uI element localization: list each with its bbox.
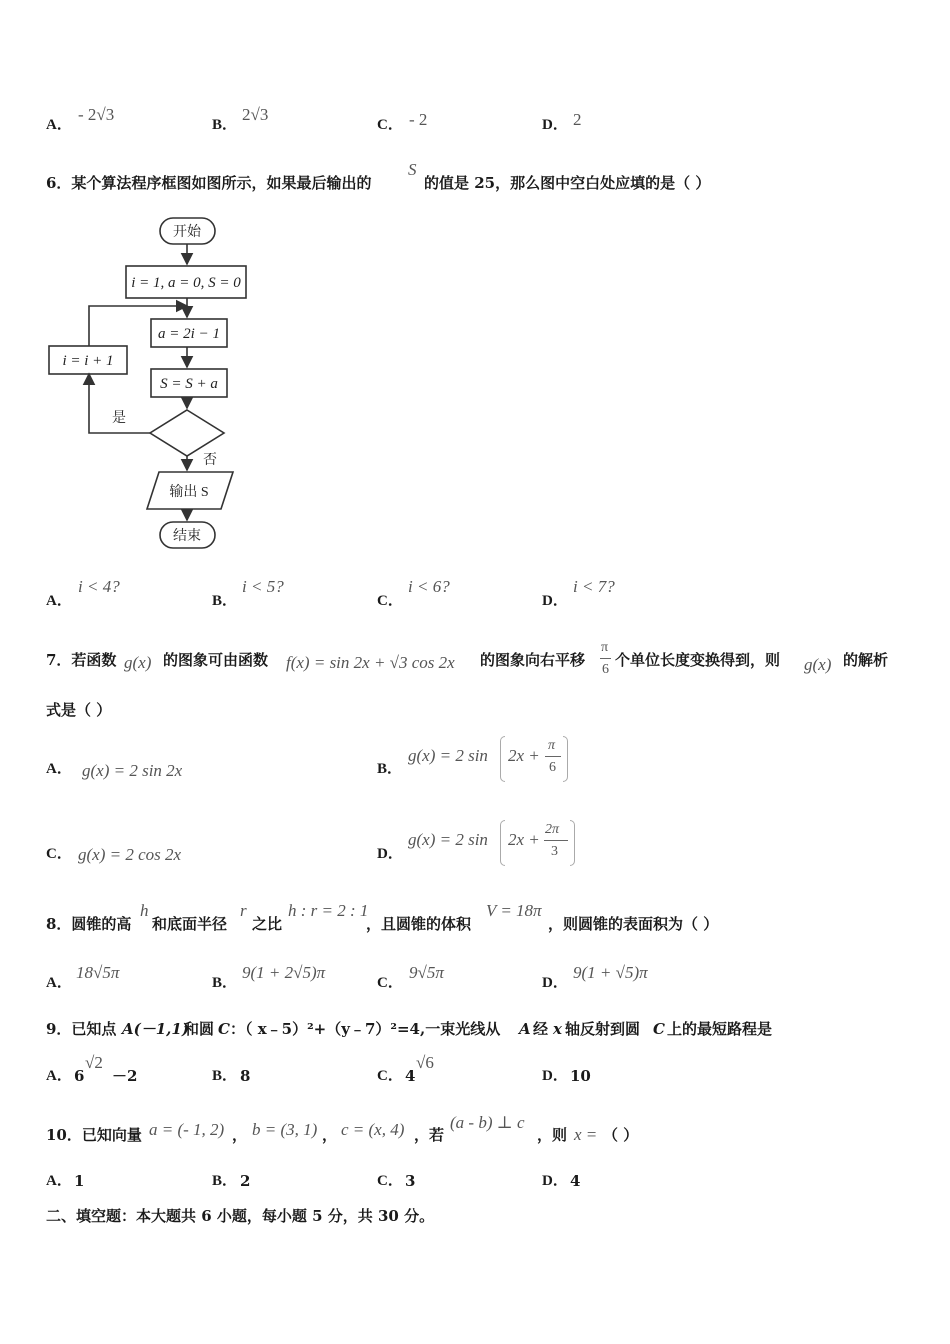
option-c-value: 3 [405,1172,416,1190]
option-d-label: D． [542,1068,568,1084]
option-d-value: 4 [570,1172,581,1190]
option-d-label: D． [542,593,568,609]
question-9-point: A(－1,1) [122,1020,189,1038]
question-6-suffix: 的值是 25，那么图中空白处应填的是（ ） [424,174,711,192]
option-b-left-paren [500,736,505,782]
option-b-value: 2 [240,1172,251,1190]
option-a-value: i < 4? [78,577,120,596]
flow-no-label: 否 [203,453,217,468]
question-8-ratio: h : r = 2 : 1 [288,901,369,920]
option-c-value: 9√5π [409,963,444,982]
question-7-f: f(x) = sin 2x + √3 cos 2x [286,653,455,672]
question-6-var: S [408,160,417,179]
question-8-h: h [140,901,149,920]
question-8-part2: 和底面半径 [152,915,228,933]
question-9-part2: 和圆 [184,1020,215,1038]
question-9-circle: C [218,1020,230,1038]
option-b-label: B． [377,761,403,777]
question-7-line2: 式是（ ） [46,701,112,719]
question-8-r: r [240,901,247,920]
question-7-part5: 的解析 [843,651,889,669]
flow-step-s-text: S = S + a [160,376,218,392]
option-c-label: C． [377,117,403,133]
option-d-value: i < 7? [573,577,615,596]
question-10-x-eq: x = [574,1125,598,1144]
option-b-value: i < 5? [242,577,284,596]
option-d-prefix: g(x) = 2 sin [408,830,488,849]
flow-init-text: i = 1, a = 0, S = 0 [131,275,241,291]
question-10-sep2: ， [322,1126,338,1144]
option-d-value: 2 [573,110,582,129]
option-d-den: 3 [551,844,558,859]
flowchart [40,212,300,557]
option-d-label: D． [377,846,403,862]
question-7-frac-num: π [601,640,609,655]
option-c-label: C． [377,1173,403,1189]
option-b-value: 9(1 + 2√5)π [242,963,326,982]
option-d-value: 10 [570,1067,591,1085]
question-6-prefix: 6．某个算法程序框图如图所示，如果最后输出的 [46,174,372,192]
option-c-value: - 2 [409,110,428,129]
question-10-part3: ，则 [537,1126,568,1144]
question-8-part3: 之比 [252,915,283,933]
option-b-label: B． [212,1173,238,1189]
option-b-value: 2√3 [242,105,269,124]
question-8-volume: V = 18π [486,901,542,920]
flow-start-text: 开始 [173,225,201,240]
option-b-label: B． [212,1068,238,1084]
option-b-den: 6 [549,760,556,775]
option-c-label: C． [377,593,403,609]
option-c-value: g(x) = 2 cos 2x [78,845,182,864]
option-b-frac-bar [545,756,561,757]
question-10-part4: （ ） [603,1126,639,1144]
question-10-vec-b: b = (3, 1) [252,1120,318,1139]
option-a-value: 1 [74,1172,85,1190]
option-d-label: D． [542,117,568,133]
flow-yes-label: 是 [112,411,126,426]
question-9-part5: 轴反射到圆 [565,1020,641,1038]
option-a-sqrt: √2 [85,1053,103,1072]
option-d-num: 2π [545,822,560,837]
flow-output-text: 输出 S [169,485,209,500]
option-a-label: A． [46,593,72,609]
flow-end-text: 结束 [173,529,201,544]
option-a-prefix: 6 [74,1067,85,1085]
question-10-vec-a: a = (- 1, 2) [149,1120,225,1139]
option-a-value: - 2√3 [78,105,115,124]
option-b-prefix: g(x) = 2 sin [408,746,488,765]
option-c-value: i < 6? [408,577,450,596]
option-b-label: B． [212,593,238,609]
question-8-part4: ，且圆锥的体积 [366,915,472,933]
option-a-suffix: －2 [112,1067,138,1085]
option-c-label: C． [377,975,403,991]
option-a-label: A． [46,1173,72,1189]
section-2-heading: 二、填空题：本大题共 6 小题，每小题 5 分，共 30 分。 [46,1207,435,1225]
question-9-c2: C [653,1020,665,1038]
option-c-label: C． [46,846,72,862]
option-a-label: A． [46,975,72,991]
question-7-part4: 个单位长度变换得到，则 [615,651,781,669]
option-c-label: C． [377,1068,403,1084]
option-a-label: A． [46,117,72,133]
option-b-num: π [548,738,556,753]
option-a-label: A． [46,1068,72,1084]
question-10-part2: ，若 [414,1126,445,1144]
question-9-part1: 9．已知点 [46,1020,117,1038]
flow-step-a-text: a = 2i − 1 [158,326,220,342]
question-9-part3: ：（ x﹣5）²+（y﹣7）²=4,一束光线从 [230,1020,501,1038]
option-c-sqrt: √6 [416,1053,434,1072]
option-a-value: 18√5π [76,963,120,982]
option-d-right-paren [570,820,575,866]
question-9-part4: 经 [533,1020,549,1038]
flow-increment-text: i = i + 1 [62,353,114,369]
question-7-frac-bar [600,658,611,659]
option-d-left-paren [500,820,505,866]
option-d-label: D． [542,1173,568,1189]
question-10-sep1: ， [232,1126,248,1144]
question-7-g: g(x) [124,653,152,672]
question-8-part1: 8．圆锥的高 [46,915,132,933]
question-7-g2: g(x) [804,655,832,674]
option-b-label: B． [212,117,238,133]
question-9-x: x [553,1020,562,1038]
question-10-part1: 10．已知向量 [46,1126,142,1144]
option-b-inner: 2x + [508,746,540,765]
question-7-part2: 的图象可由函数 [163,651,269,669]
option-c-prefix: 4 [405,1067,416,1085]
option-d-label: D． [542,975,568,991]
question-8-part5: ，则圆锥的表面积为（ ） [548,915,719,933]
option-b-value: 8 [240,1067,251,1085]
question-9-a: A [519,1020,531,1038]
option-a-label: A． [46,761,72,777]
question-10-condition: (a - b) ⊥ c [450,1113,525,1132]
question-7-part3: 的图象向右平移 [480,651,586,669]
option-d-frac-bar [544,840,568,841]
question-9-part6: 上的最短路程是 [667,1020,773,1038]
option-d-value: 9(1 + √5)π [573,963,648,982]
question-10-vec-c: c = (x, 4) [341,1120,405,1139]
option-a-value: g(x) = 2 sin 2x [82,761,183,780]
option-b-right-paren [563,736,568,782]
option-b-label: B． [212,975,238,991]
question-7-part1: 7．若函数 [46,651,117,669]
option-d-inner: 2x + [508,830,540,849]
flow-decision-node [150,410,224,456]
question-7-frac-den: 6 [602,662,609,677]
